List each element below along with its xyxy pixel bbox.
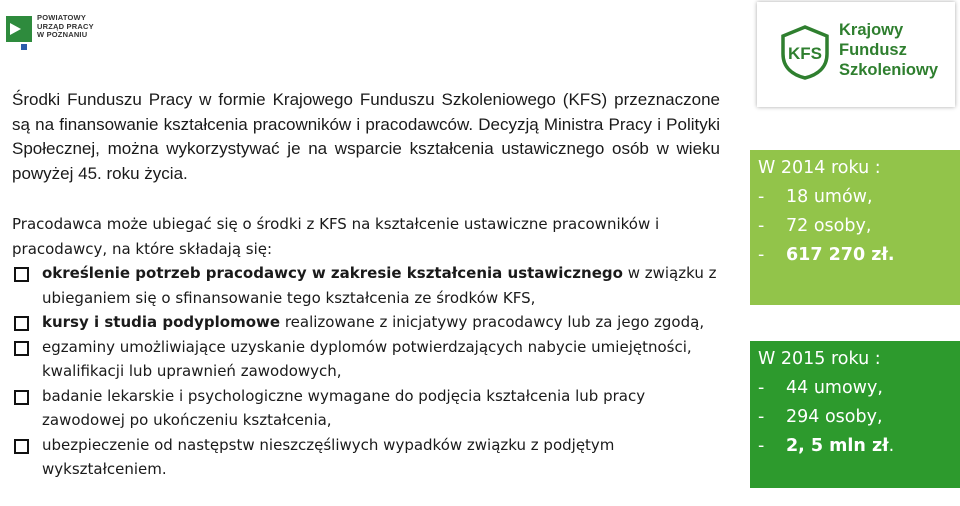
kfs-logo bbox=[757, 2, 955, 107]
checkbox-icon bbox=[14, 267, 29, 282]
pup-arrow-icon bbox=[6, 16, 32, 42]
kfs-logo-text: Krajowy Fundusz Szkoleniowy bbox=[839, 21, 939, 79]
list-item: badanie lekarskie i psychologiczne wymagane do podjęcia kształcenia lub pracy zawodowej po ukończeniu kształcenia, bbox=[12, 384, 720, 433]
stats-row: - 44 umowy, bbox=[758, 378, 883, 398]
eligibility-section bbox=[12, 212, 720, 482]
stats-row: - 72 osoby, bbox=[758, 216, 872, 236]
eligibility-list bbox=[12, 261, 720, 482]
stats-2014-box bbox=[750, 150, 960, 305]
eligibility-lead: Pracodawca może ubiegać się o środki z KFS na kształcenie ustawiczne pracowników i pracodawcy, na które składają się: bbox=[12, 215, 660, 258]
pup-logo-text: POWIATOWY URZĄD PRACY W POZNANIU bbox=[37, 13, 94, 39]
list-item: ubezpieczenie od następstw nieszczęśliwych wypadków związku z podjętym wykształceniem. bbox=[12, 433, 720, 482]
checkbox-icon bbox=[14, 390, 29, 405]
checkbox-icon bbox=[14, 316, 29, 331]
intro-paragraph: Środki Funduszu Pracy w formie Krajowego Funduszu Szkoleniowego (KFS) przeznaczone są na finansowanie kształcenia pracowników i pracodawców. Decyzją Ministra Pracy i Polityki Społecznej, można wykorzystywać je na wsparcie kształcenia ustawicznego osób w wieku powyżej 45. roku życia. bbox=[12, 90, 720, 183]
stats-2015-box bbox=[750, 341, 960, 488]
pup-logo bbox=[6, 14, 94, 42]
checkbox-icon bbox=[14, 439, 29, 454]
list-item: określenie potrzeb pracodawcy w zakresie kształcenia ustawicznego w związku z ubieganiem się o sfinansowanie tego kształcenia ze środków KFS, bbox=[12, 261, 720, 310]
stats-row: - 2, 5 mln zł. bbox=[758, 436, 895, 456]
stats-row: - 18 umów, bbox=[758, 187, 873, 207]
list-item: kursy i studia podyplomowe realizowane z inicjatywy pracodawcy lub za jego zgodą, bbox=[12, 310, 720, 335]
kfs-emblem-icon bbox=[777, 24, 833, 80]
stats-title: W 2014 roku : bbox=[758, 158, 881, 178]
list-item: egzaminy umożliwiające uzyskanie dyplomów potwierdzających nabycie umiejętności, kwalifikacji lub uprawnień zawodowych, bbox=[12, 335, 720, 384]
checkbox-icon bbox=[14, 341, 29, 356]
svg-text:KFS: KFS bbox=[788, 44, 822, 63]
stats-row: - 617 270 zł. bbox=[758, 245, 895, 265]
stats-row: - 294 osoby, bbox=[758, 407, 883, 427]
stats-title: W 2015 roku : bbox=[758, 349, 881, 369]
